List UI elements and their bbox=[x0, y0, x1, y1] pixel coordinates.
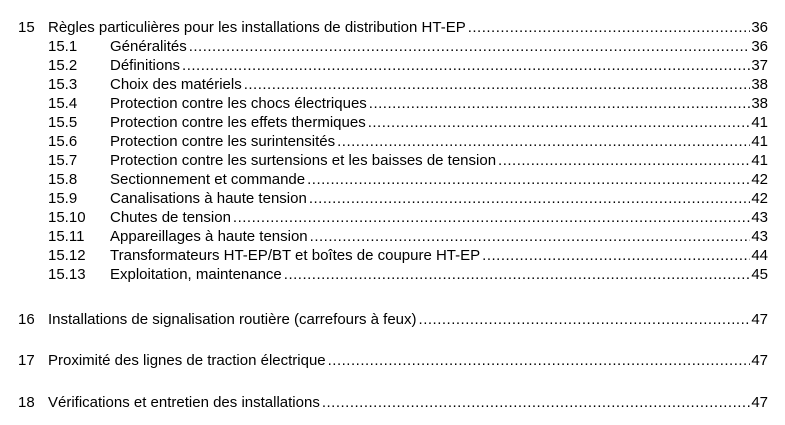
section-title: Définitions bbox=[110, 57, 181, 74]
page-number: 36 bbox=[751, 38, 768, 55]
page-number: 41 bbox=[751, 133, 768, 150]
page-number: 41 bbox=[751, 152, 768, 169]
section-number: 15.4 bbox=[48, 95, 78, 112]
dot-leader bbox=[233, 208, 750, 227]
toc-chapter-16[interactable] bbox=[0, 310, 785, 329]
section-number: 15.12 bbox=[48, 247, 86, 264]
page-number: 41 bbox=[751, 114, 768, 131]
toc-chapter-15[interactable] bbox=[0, 18, 785, 37]
dot-leader bbox=[498, 151, 750, 170]
toc-section-15-12[interactable] bbox=[0, 246, 785, 265]
dot-leader bbox=[369, 94, 751, 113]
toc-section-15-7[interactable] bbox=[0, 151, 785, 170]
page-number: 42 bbox=[751, 171, 768, 188]
chapter-number: 16 bbox=[18, 311, 35, 328]
page-number: 36 bbox=[751, 19, 768, 36]
section-title: Généralités bbox=[110, 38, 187, 55]
chapter-number: 17 bbox=[18, 352, 35, 369]
dot-leader bbox=[468, 18, 751, 37]
page-number: 47 bbox=[751, 352, 768, 369]
section-title: Appareillages à haute tension bbox=[110, 228, 308, 245]
section-title: Exploitation, maintenance bbox=[110, 266, 282, 283]
section-number: 15.5 bbox=[48, 114, 78, 131]
section-title: Canalisations à haute tension bbox=[110, 190, 307, 207]
toc-section-15-13[interactable] bbox=[0, 265, 785, 284]
section-number: 15.11 bbox=[48, 228, 85, 245]
section-title: Protection contre les effets thermiques bbox=[110, 114, 366, 131]
page-number: 47 bbox=[751, 311, 768, 328]
dot-leader bbox=[182, 56, 750, 75]
section-number: 15.13 bbox=[48, 266, 86, 283]
page-number: 47 bbox=[751, 394, 768, 411]
dot-leader bbox=[482, 246, 750, 265]
toc-section-15-9[interactable] bbox=[0, 189, 785, 208]
chapter-title: Vérifications et entretien des installations bbox=[48, 394, 320, 411]
dot-leader bbox=[328, 351, 751, 370]
dot-leader bbox=[310, 227, 751, 246]
dot-leader bbox=[284, 265, 751, 284]
section-title: Protection contre les surintensités bbox=[110, 133, 336, 150]
section-title: Protection contre les chocs électriques bbox=[110, 95, 367, 112]
dot-leader bbox=[189, 37, 751, 56]
toc-section-15-8[interactable] bbox=[0, 170, 785, 189]
section-title: Chutes de tension bbox=[110, 209, 231, 226]
toc-chapter-18[interactable] bbox=[0, 393, 785, 412]
toc-section-15-4[interactable] bbox=[0, 94, 785, 113]
toc-section-15-10[interactable] bbox=[0, 208, 785, 227]
chapter-title: Règles particulières pour les installations de distribution HT-EP bbox=[48, 19, 466, 36]
toc-section-15-3[interactable] bbox=[0, 75, 785, 94]
chapter-number: 18 bbox=[18, 394, 35, 411]
toc-section-15-5[interactable] bbox=[0, 113, 785, 132]
toc-section-15-2[interactable] bbox=[0, 56, 785, 75]
page-number: 38 bbox=[751, 95, 768, 112]
chapter-title: Installations de signalisation routière (carrefours à feux) bbox=[48, 311, 417, 328]
section-number: 15.9 bbox=[48, 190, 78, 207]
page-number: 43 bbox=[751, 209, 768, 226]
page-number: 43 bbox=[751, 228, 768, 245]
toc-section-15-6[interactable] bbox=[0, 132, 785, 151]
chapter-title: Proximité des lignes de traction électrique bbox=[48, 352, 326, 369]
page-number: 38 bbox=[751, 76, 768, 93]
dot-leader bbox=[337, 132, 750, 151]
dot-leader bbox=[244, 75, 751, 94]
section-number: 15.6 bbox=[48, 133, 78, 150]
page-number: 44 bbox=[751, 247, 768, 264]
section-number: 15.7 bbox=[48, 152, 78, 169]
page-number: 45 bbox=[751, 266, 768, 283]
section-title: Protection contre les surtensions et les baisses de tension bbox=[110, 152, 497, 169]
page-number: 37 bbox=[751, 57, 768, 74]
dot-leader bbox=[322, 393, 750, 412]
section-number: 15.8 bbox=[48, 171, 78, 188]
dot-leader bbox=[309, 189, 751, 208]
chapter-number: 15 bbox=[18, 19, 35, 36]
dot-leader bbox=[419, 310, 751, 329]
section-number: 15.2 bbox=[48, 57, 78, 74]
page-number: 42 bbox=[751, 190, 768, 207]
toc-section-15-11[interactable] bbox=[0, 227, 785, 246]
section-title: Sectionnement et commande bbox=[110, 171, 306, 188]
section-title: Choix des matériels bbox=[110, 76, 242, 93]
section-number: 15.1 bbox=[48, 38, 78, 55]
toc-chapter-17[interactable] bbox=[0, 351, 785, 370]
section-number: 15.10 bbox=[48, 209, 86, 226]
dot-leader bbox=[368, 113, 751, 132]
section-number: 15.3 bbox=[48, 76, 78, 93]
dot-leader bbox=[307, 170, 750, 189]
section-title: Transformateurs HT-EP/BT et boîtes de coupure HT-EP bbox=[110, 247, 481, 264]
toc-section-15-1[interactable] bbox=[0, 37, 785, 56]
